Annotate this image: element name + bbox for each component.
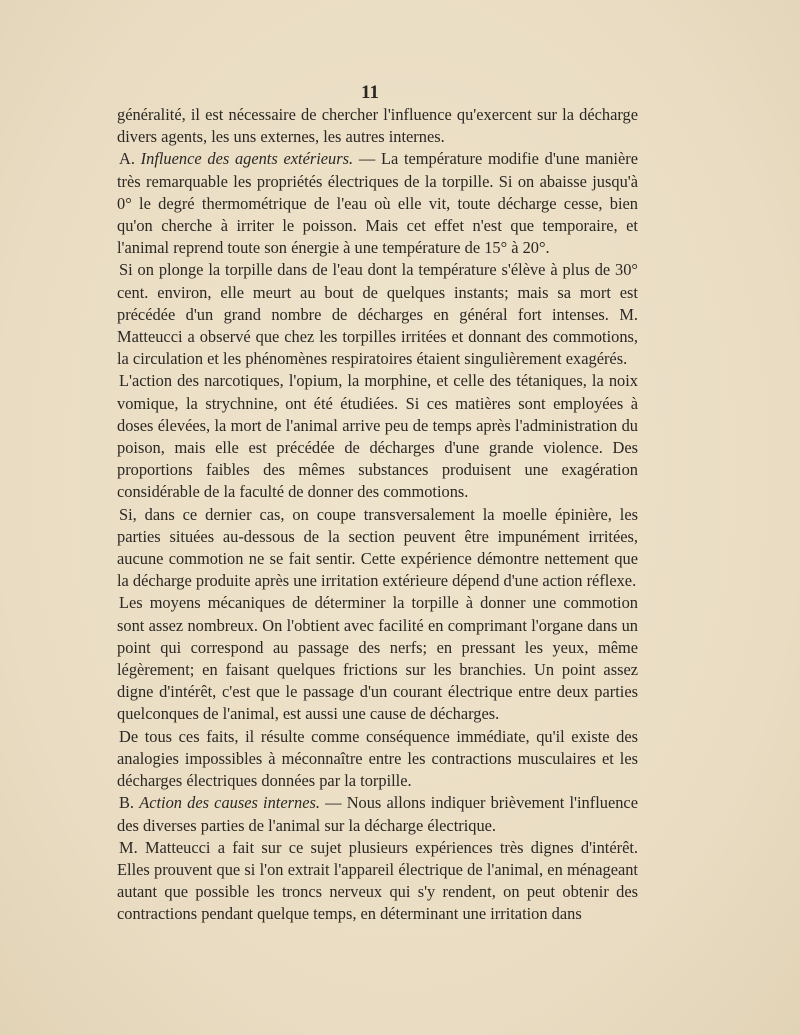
section-b-label: B.: [119, 793, 140, 813]
paragraph-4: [117, 370, 638, 503]
paragraph-9: [117, 837, 638, 926]
section-b-heading: Action des causes internes.: [139, 793, 320, 813]
paragraph-2: [117, 148, 638, 259]
paragraph-4-text: L'action des narcotiques, l'opium, la morphine, et celle des tétaniques, la noix vomique, la strychnine, ont été étudiées. Si ces matières sont employées à doses élevées, la mort de l'animal arrive peu de temps après l'administration du poison, mais elle est précédée de décharges d'une grande violence. Des proportions faibles des mêmes substances produisent une exagération considérable de la faculté de donner des commotions.: [117, 371, 638, 502]
paragraph-8-text: — Nous allons indiquer brièvement l'influence des diverses parties de l'animal sur la décharge électrique.: [117, 793, 638, 835]
paragraph-5: [117, 504, 638, 593]
paragraph-3: [117, 259, 638, 370]
paragraph-1-text: généralité, il est nécessaire de chercher l'influence qu'exercent sur la décharge divers agents, les uns externes, les autres internes.: [117, 105, 638, 147]
section-a-heading: Influence des agents extérieurs.: [140, 149, 354, 169]
paragraph-8: [117, 792, 638, 836]
body-text: [117, 104, 638, 926]
paragraph-7: [117, 726, 638, 793]
paragraph-2-text: — La température modifie d'une manière très remarquable les propriétés électriques de la torpille. Si on abaisse jusqu'à 0° le degré thermométrique de l'eau où elle vit, toute décharge cesse, bien qu'on cherche à irriter le poisson. Mais cet effet n'est que temporaire, et l'animal reprend toute son énergie à une température de 15° à 20°.: [117, 149, 638, 258]
paragraph-6: [117, 592, 638, 725]
paragraph-7-text: De tous ces faits, il résulte comme conséquence immédiate, qu'il existe des analogies impossibles à méconnaître entre les contractions musculaires et les décharges électriques données par la torpille.: [117, 726, 638, 791]
paragraph-1: [117, 104, 638, 148]
page-number: 11: [361, 82, 379, 103]
section-a-label: A.: [119, 149, 141, 169]
paragraph-3-text: Si on plonge la torpille dans de l'eau dont la température s'élève à plus de 30° cent. environ, elle meurt au bout de quelques instants; mais sa mort est précédée d'un grand nombre de décharges en général fort intenses. M. Matteucci a observé que chez les torpilles irritées et donnant des commotions, la circulation et les phénomènes respiratoires étaient singulièrement exagérés.: [117, 260, 638, 369]
paragraph-6-text: Les moyens mécaniques de déterminer la torpille à donner une commotion sont assez nombreux. On l'obtient avec facilité en comprimant l'organe dans un point qui correspond au passage des nerfs; en pressant les yeux, même légèrement; en faisant quelques frictions sur les branchies. Un point assez digne d'intérêt, c'est que le passage d'un courant électrique entre deux parties quelconques de l'animal, est aussi une cause de décharges.: [117, 593, 638, 724]
paragraph-9-text: M. Matteucci a fait sur ce sujet plusieurs expériences très dignes d'intérêt. Elles prouvent que si l'on extrait l'appareil électrique de l'animal, en ménageant autant que possible les troncs nerveux qui s'y rendent, on peut obtenir des contractions pendant quelque temps, en déterminant une irritation dans: [117, 837, 638, 924]
paragraph-5-text: Si, dans ce dernier cas, on coupe transversalement la moelle épinière, les parties situées au-dessous de la section peuvent être impunément irritées, aucune commotion ne se fait sentir. Cette expérience démontre nettement que la décharge produite après une irritation extérieure dépend d'une action réflexe.: [117, 504, 638, 591]
